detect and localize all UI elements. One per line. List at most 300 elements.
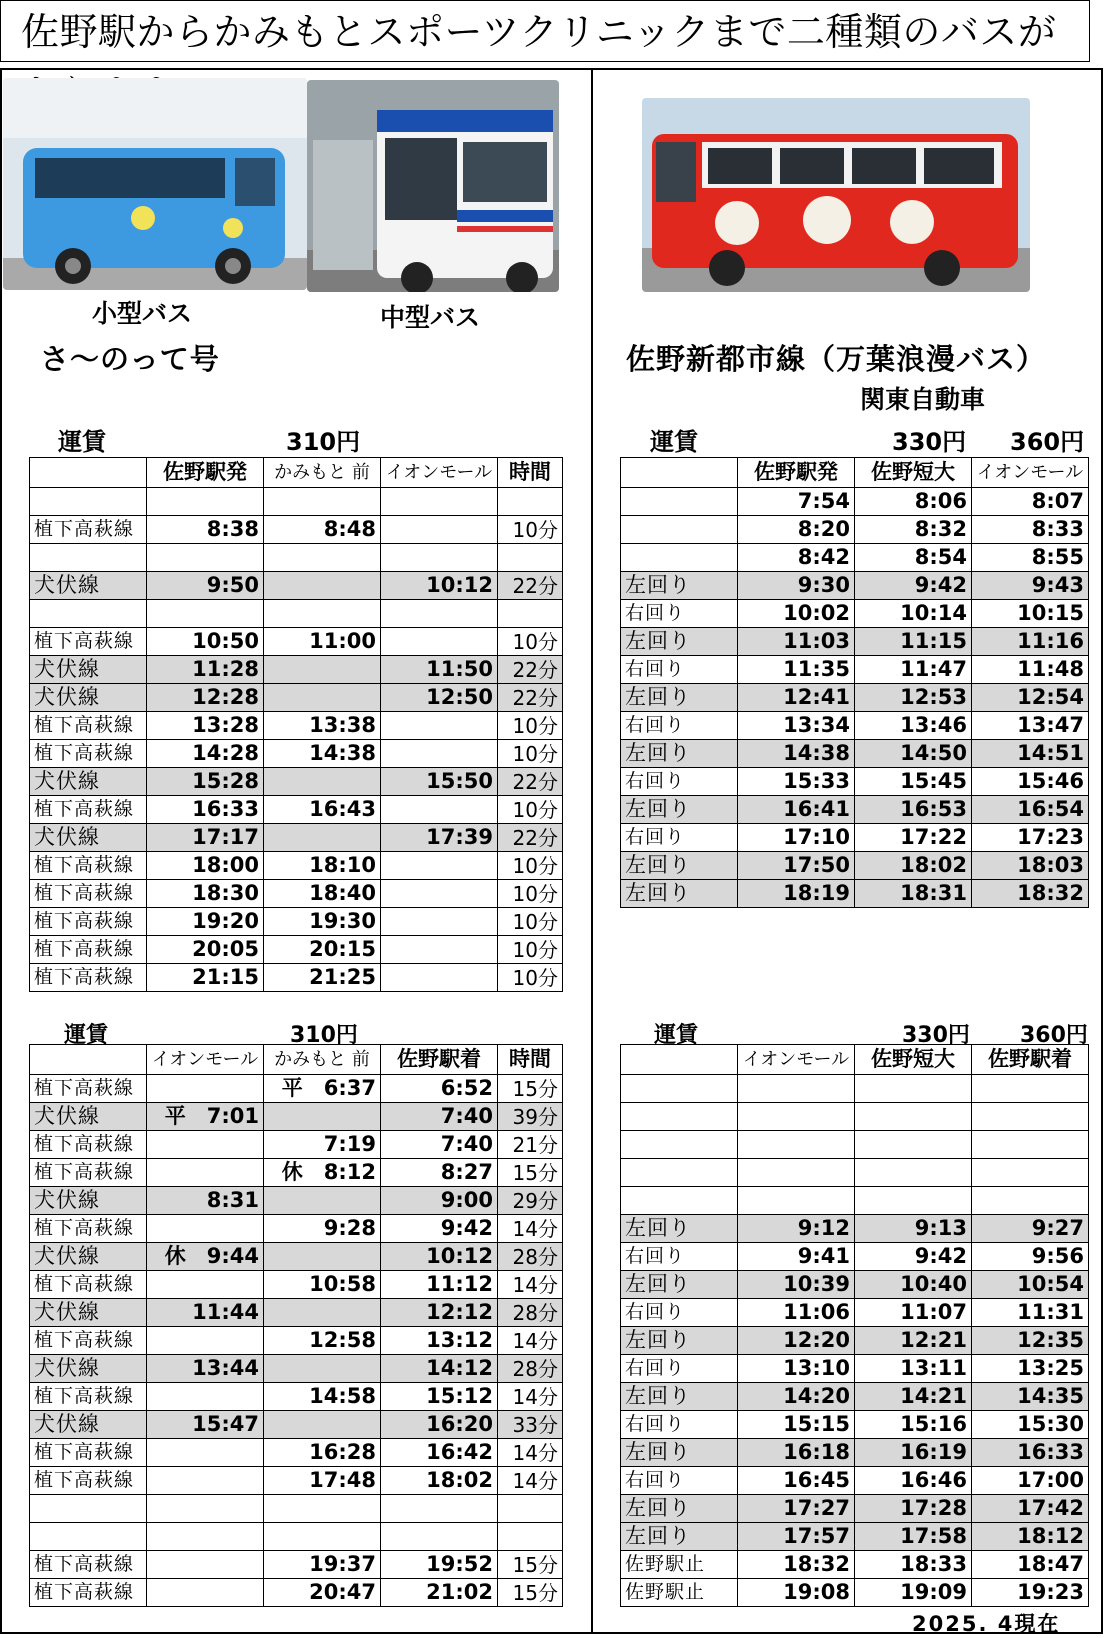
route-cell: 左回り [621, 1495, 738, 1523]
route-cell: 犬伏線 [30, 1411, 147, 1439]
time-cell: 9:42 [855, 1243, 972, 1271]
time-cell: 14:35 [972, 1383, 1089, 1411]
time-cell: 17:42 [972, 1495, 1089, 1523]
time-cell: 8:20 [738, 516, 855, 544]
time-cell: 14:20 [738, 1383, 855, 1411]
table-row [621, 1271, 1089, 1299]
table-row [621, 1411, 1089, 1439]
time-cell: 9:28 [264, 1215, 381, 1243]
route-cell: 植下高萩線 [30, 964, 147, 992]
table-row [621, 740, 1089, 768]
route-cell [621, 1187, 738, 1215]
column-divider [591, 68, 593, 1634]
route-cell: 植下高萩線 [30, 1131, 147, 1159]
time-cell: 16:28 [264, 1439, 381, 1467]
duration-cell [498, 488, 563, 516]
time-cell: 17:17 [147, 824, 264, 852]
time-cell: 10:50 [147, 628, 264, 656]
time-cell: 9:56 [972, 1243, 1089, 1271]
column-header: イオンモール [381, 458, 498, 488]
duration-cell: 28分 [498, 1355, 563, 1383]
time-cell [147, 1467, 264, 1495]
column-header: イオンモール [738, 1045, 855, 1075]
time-cell: 12:53 [855, 684, 972, 712]
time-cell [147, 1215, 264, 1243]
time-cell: 16:43 [264, 796, 381, 824]
right-inbound-timetable [620, 1044, 1089, 1607]
table-row [30, 1215, 563, 1243]
time-cell [264, 1243, 381, 1271]
table-row [621, 1551, 1089, 1579]
time-cell: 14:38 [264, 740, 381, 768]
time-cell: 8:07 [972, 488, 1089, 516]
duration-cell: 22分 [498, 572, 563, 600]
route-cell [621, 1075, 738, 1103]
time-cell: 15:15 [738, 1411, 855, 1439]
table-row [621, 1383, 1089, 1411]
time-cell: 18:03 [972, 852, 1089, 880]
column-header: 佐野駅着 [972, 1045, 1089, 1075]
time-cell: 16:46 [855, 1467, 972, 1495]
time-cell: 15:16 [855, 1411, 972, 1439]
route-cell: 右回り [621, 1243, 738, 1271]
time-cell [264, 572, 381, 600]
time-cell: 8:48 [264, 516, 381, 544]
table-row [621, 712, 1089, 740]
header-row [30, 458, 563, 488]
time-cell: 16:33 [972, 1439, 1089, 1467]
time-cell: 14:51 [972, 740, 1089, 768]
time-cell [264, 1495, 381, 1523]
left-in-fare-label: 運賃 [64, 1023, 109, 1048]
time-cell: 9:30 [738, 572, 855, 600]
table-row [30, 740, 563, 768]
table-row [621, 628, 1089, 656]
time-cell: 16:53 [855, 796, 972, 824]
table-row [621, 1579, 1089, 1607]
right-out-fare-label: 運賃 [650, 428, 698, 456]
time-cell [147, 1551, 264, 1579]
time-cell: 18:33 [855, 1551, 972, 1579]
time-cell: 7:40 [381, 1131, 498, 1159]
route-cell: 右回り [621, 768, 738, 796]
column-header: イオンモール [972, 458, 1089, 488]
route-cell: 右回り [621, 1355, 738, 1383]
column-header [621, 1045, 738, 1075]
time-cell: 17:00 [972, 1467, 1089, 1495]
time-cell [738, 1103, 855, 1131]
route-cell: 犬伏線 [30, 1299, 147, 1327]
duration-cell: 33分 [498, 1411, 563, 1439]
right-operator: 関東自動車 [860, 385, 986, 414]
time-cell [381, 600, 498, 628]
time-cell: 11:16 [972, 628, 1089, 656]
time-cell: 10:12 [381, 572, 498, 600]
time-cell [972, 1103, 1089, 1131]
time-cell [381, 712, 498, 740]
table-row [621, 1355, 1089, 1383]
time-cell: 10:12 [381, 1243, 498, 1271]
time-cell: 18:00 [147, 852, 264, 880]
duration-cell: 10分 [498, 852, 563, 880]
time-cell [264, 1103, 381, 1131]
time-cell [147, 1383, 264, 1411]
route-cell: 佐野駅止 [621, 1579, 738, 1607]
time-cell: 9:43 [972, 572, 1089, 600]
table-row [621, 600, 1089, 628]
time-cell: 20:05 [147, 936, 264, 964]
route-cell [30, 600, 147, 628]
route-cell: 右回り [621, 1467, 738, 1495]
table-row [621, 684, 1089, 712]
time-cell [381, 936, 498, 964]
time-cell [381, 516, 498, 544]
time-cell: 21:25 [264, 964, 381, 992]
time-cell: 10:14 [855, 600, 972, 628]
table-row [30, 1327, 563, 1355]
time-cell: 19:08 [738, 1579, 855, 1607]
right-in-fare-label: 運賃 [654, 1023, 699, 1048]
time-cell [381, 908, 498, 936]
duration-cell: 22分 [498, 656, 563, 684]
time-cell: 8:06 [855, 488, 972, 516]
column-header: かみもと 前 [264, 1045, 381, 1075]
column-header: イオンモール [147, 1045, 264, 1075]
duration-cell [498, 1495, 563, 1523]
route-cell [30, 1495, 147, 1523]
time-cell: 14:38 [738, 740, 855, 768]
table-row [621, 1159, 1089, 1187]
time-cell [264, 1187, 381, 1215]
column-header [30, 1045, 147, 1075]
time-cell: 10:58 [264, 1271, 381, 1299]
time-cell [264, 1411, 381, 1439]
route-cell: 植下高萩線 [30, 516, 147, 544]
time-cell: 18:40 [264, 880, 381, 908]
time-cell [147, 488, 264, 516]
time-cell: 11:00 [264, 628, 381, 656]
table-row [30, 1103, 563, 1131]
route-cell: 犬伏線 [30, 1103, 147, 1131]
time-cell: 11:15 [855, 628, 972, 656]
time-cell [972, 1075, 1089, 1103]
time-cell: 16:33 [147, 796, 264, 824]
time-cell: 16:20 [381, 1411, 498, 1439]
duration-cell: 14分 [498, 1215, 563, 1243]
table-row [30, 852, 563, 880]
duration-cell: 15分 [498, 1579, 563, 1607]
time-cell [855, 1131, 972, 1159]
table-row [621, 1103, 1089, 1131]
table-row [30, 1551, 563, 1579]
column-header: 佐野駅発 [147, 458, 264, 488]
route-cell: 植下高萩線 [30, 880, 147, 908]
table-row [621, 1327, 1089, 1355]
time-cell: 12:20 [738, 1327, 855, 1355]
time-cell: 12:28 [147, 684, 264, 712]
time-cell: 15:47 [147, 1411, 264, 1439]
table-row [621, 1131, 1089, 1159]
duration-cell: 15分 [498, 1551, 563, 1579]
time-cell: 8:55 [972, 544, 1089, 572]
left-out-fare-label: 運賃 [58, 428, 106, 456]
route-cell: 左回り [621, 852, 738, 880]
time-cell: 7:40 [381, 1103, 498, 1131]
time-cell: 10:39 [738, 1271, 855, 1299]
table-row [30, 824, 563, 852]
small-bus-caption: 小型バス [92, 299, 193, 328]
left-in-fare: 310円 [290, 1023, 358, 1048]
time-cell: 14:21 [855, 1383, 972, 1411]
time-cell [855, 1103, 972, 1131]
table-row [621, 1495, 1089, 1523]
time-cell [381, 880, 498, 908]
route-cell: 植下高萩線 [30, 1467, 147, 1495]
time-cell [147, 1579, 264, 1607]
table-row [621, 852, 1089, 880]
time-cell: 18:12 [972, 1523, 1089, 1551]
time-cell: 16:18 [738, 1439, 855, 1467]
table-row [30, 600, 563, 628]
time-cell: 7:19 [264, 1131, 381, 1159]
header-row [621, 1045, 1089, 1075]
time-cell: 13:25 [972, 1355, 1089, 1383]
route-cell: 右回り [621, 1411, 738, 1439]
route-cell [621, 544, 738, 572]
table-row [621, 768, 1089, 796]
table-row [30, 712, 563, 740]
table-row [621, 488, 1089, 516]
time-cell: 18:19 [738, 880, 855, 908]
time-cell [147, 1439, 264, 1467]
duration-cell: 22分 [498, 684, 563, 712]
table-row [30, 1523, 563, 1551]
table-row [30, 684, 563, 712]
table-row [621, 1187, 1089, 1215]
time-cell [381, 1495, 498, 1523]
route-cell: 植下高萩線 [30, 712, 147, 740]
time-cell: 19:30 [264, 908, 381, 936]
time-cell: 16:19 [855, 1439, 972, 1467]
time-cell: 7:54 [738, 488, 855, 516]
route-cell [621, 516, 738, 544]
route-cell: 犬伏線 [30, 1355, 147, 1383]
route-cell: 犬伏線 [30, 656, 147, 684]
table-row [30, 1075, 563, 1103]
time-cell [381, 852, 498, 880]
left-outbound-timetable [29, 457, 563, 992]
time-cell: 18:10 [264, 852, 381, 880]
route-cell: 左回り [621, 740, 738, 768]
table-row [30, 544, 563, 572]
time-cell [381, 964, 498, 992]
time-cell: 12:54 [972, 684, 1089, 712]
time-cell: 18:32 [972, 880, 1089, 908]
time-cell: 9:42 [381, 1215, 498, 1243]
time-cell [264, 656, 381, 684]
route-cell: 犬伏線 [30, 824, 147, 852]
time-cell: 14:50 [855, 740, 972, 768]
time-cell: 11:50 [381, 656, 498, 684]
table-row [621, 1243, 1089, 1271]
duration-cell: 14分 [498, 1467, 563, 1495]
duration-cell: 29分 [498, 1187, 563, 1215]
column-header: 佐野短大 [855, 458, 972, 488]
duration-cell: 14分 [498, 1327, 563, 1355]
table-row [621, 880, 1089, 908]
time-cell: 13:11 [855, 1355, 972, 1383]
time-cell [147, 1075, 264, 1103]
table-row [30, 1299, 563, 1327]
time-cell: 18:30 [147, 880, 264, 908]
duration-cell: 10分 [498, 880, 563, 908]
duration-cell: 10分 [498, 908, 563, 936]
time-cell: 21:15 [147, 964, 264, 992]
column-header [30, 458, 147, 488]
route-cell [621, 1131, 738, 1159]
route-cell: 植下高萩線 [30, 936, 147, 964]
table-row [30, 516, 563, 544]
route-cell: 植下高萩線 [30, 908, 147, 936]
column-header [621, 458, 738, 488]
time-cell: 11:07 [855, 1299, 972, 1327]
time-cell: 8:42 [738, 544, 855, 572]
time-cell: 休 8:12 [264, 1159, 381, 1187]
table-row [621, 1523, 1089, 1551]
table-row [30, 1579, 563, 1607]
column-header: 佐野駅発 [738, 458, 855, 488]
column-header: 佐野短大 [855, 1045, 972, 1075]
time-cell: 20:15 [264, 936, 381, 964]
time-cell: 17:50 [738, 852, 855, 880]
route-cell: 左回り [621, 1439, 738, 1467]
time-cell: 17:48 [264, 1467, 381, 1495]
time-cell [264, 768, 381, 796]
time-cell: 8:27 [381, 1159, 498, 1187]
time-cell: 休 9:44 [147, 1243, 264, 1271]
table-row [30, 1383, 563, 1411]
time-cell [855, 1075, 972, 1103]
route-cell: 佐野駅止 [621, 1551, 738, 1579]
duration-cell: 10分 [498, 936, 563, 964]
table-row [30, 1439, 563, 1467]
time-cell: 15:46 [972, 768, 1089, 796]
route-cell: 左回り [621, 628, 738, 656]
time-cell: 11:06 [738, 1299, 855, 1327]
as-of-date: 2025. 4現在 [912, 1612, 1061, 1636]
column-header: 時間 [498, 1045, 563, 1075]
duration-cell: 14分 [498, 1271, 563, 1299]
time-cell: 9:13 [855, 1215, 972, 1243]
route-cell: 犬伏線 [30, 1187, 147, 1215]
time-cell: 8:33 [972, 516, 1089, 544]
route-cell [30, 1523, 147, 1551]
time-cell: 17:22 [855, 824, 972, 852]
duration-cell: 14分 [498, 1439, 563, 1467]
header-row [621, 458, 1089, 488]
route-cell: 左回り [621, 880, 738, 908]
route-cell [30, 488, 147, 516]
time-cell: 17:27 [738, 1495, 855, 1523]
time-cell [147, 1327, 264, 1355]
route-cell [621, 488, 738, 516]
time-cell [972, 1159, 1089, 1187]
time-cell [147, 544, 264, 572]
time-cell: 8:31 [147, 1187, 264, 1215]
time-cell: 19:37 [264, 1551, 381, 1579]
time-cell: 15:45 [855, 768, 972, 796]
time-cell: 11:44 [147, 1299, 264, 1327]
table-row [30, 1495, 563, 1523]
time-cell [147, 1131, 264, 1159]
time-cell: 10:15 [972, 600, 1089, 628]
route-cell: 植下高萩線 [30, 1327, 147, 1355]
duration-cell: 15分 [498, 1159, 563, 1187]
right-outbound-timetable [620, 457, 1089, 908]
time-cell: 17:28 [855, 1495, 972, 1523]
small-bus-photo [3, 78, 307, 290]
time-cell: 14:28 [147, 740, 264, 768]
time-cell [972, 1187, 1089, 1215]
route-cell: 左回り [621, 1271, 738, 1299]
time-cell: 13:44 [147, 1355, 264, 1383]
table-row [30, 1271, 563, 1299]
time-cell [738, 1131, 855, 1159]
table-row [621, 572, 1089, 600]
column-header: かみもと 前 [264, 458, 381, 488]
route-cell [621, 1159, 738, 1187]
time-cell: 11:12 [381, 1271, 498, 1299]
left-out-fare: 310円 [286, 428, 361, 456]
route-cell: 植下高萩線 [30, 628, 147, 656]
time-cell: 8:38 [147, 516, 264, 544]
time-cell: 10:40 [855, 1271, 972, 1299]
route-cell: 犬伏線 [30, 684, 147, 712]
duration-cell: 10分 [498, 964, 563, 992]
time-cell: 12:12 [381, 1299, 498, 1327]
time-cell: 9:12 [738, 1215, 855, 1243]
time-cell: 18:32 [738, 1551, 855, 1579]
time-cell: 13:47 [972, 712, 1089, 740]
route-cell: 植下高萩線 [30, 1215, 147, 1243]
time-cell: 11:03 [738, 628, 855, 656]
time-cell: 8:54 [855, 544, 972, 572]
duration-cell: 10分 [498, 712, 563, 740]
time-cell: 9:50 [147, 572, 264, 600]
time-cell: 12:21 [855, 1327, 972, 1355]
route-cell: 犬伏線 [30, 572, 147, 600]
route-cell: 右回り [621, 824, 738, 852]
time-cell [381, 740, 498, 768]
time-cell: 16:54 [972, 796, 1089, 824]
table-row [30, 1411, 563, 1439]
route-cell: 植下高萩線 [30, 1383, 147, 1411]
left-route-name: さ～のって号 [40, 342, 220, 376]
route-cell: 植下高萩線 [30, 1271, 147, 1299]
route-cell [621, 1103, 738, 1131]
route-cell: 植下高萩線 [30, 1439, 147, 1467]
medium-bus-photo [307, 80, 559, 292]
duration-cell [498, 1523, 563, 1551]
duration-cell [498, 544, 563, 572]
duration-cell: 14分 [498, 1383, 563, 1411]
route-cell: 植下高萩線 [30, 1075, 147, 1103]
route-cell: 犬伏線 [30, 1243, 147, 1271]
duration-cell: 22分 [498, 824, 563, 852]
table-row [621, 1215, 1089, 1243]
time-cell: 15:28 [147, 768, 264, 796]
right-in-fare-b: 360円 [1020, 1023, 1088, 1048]
